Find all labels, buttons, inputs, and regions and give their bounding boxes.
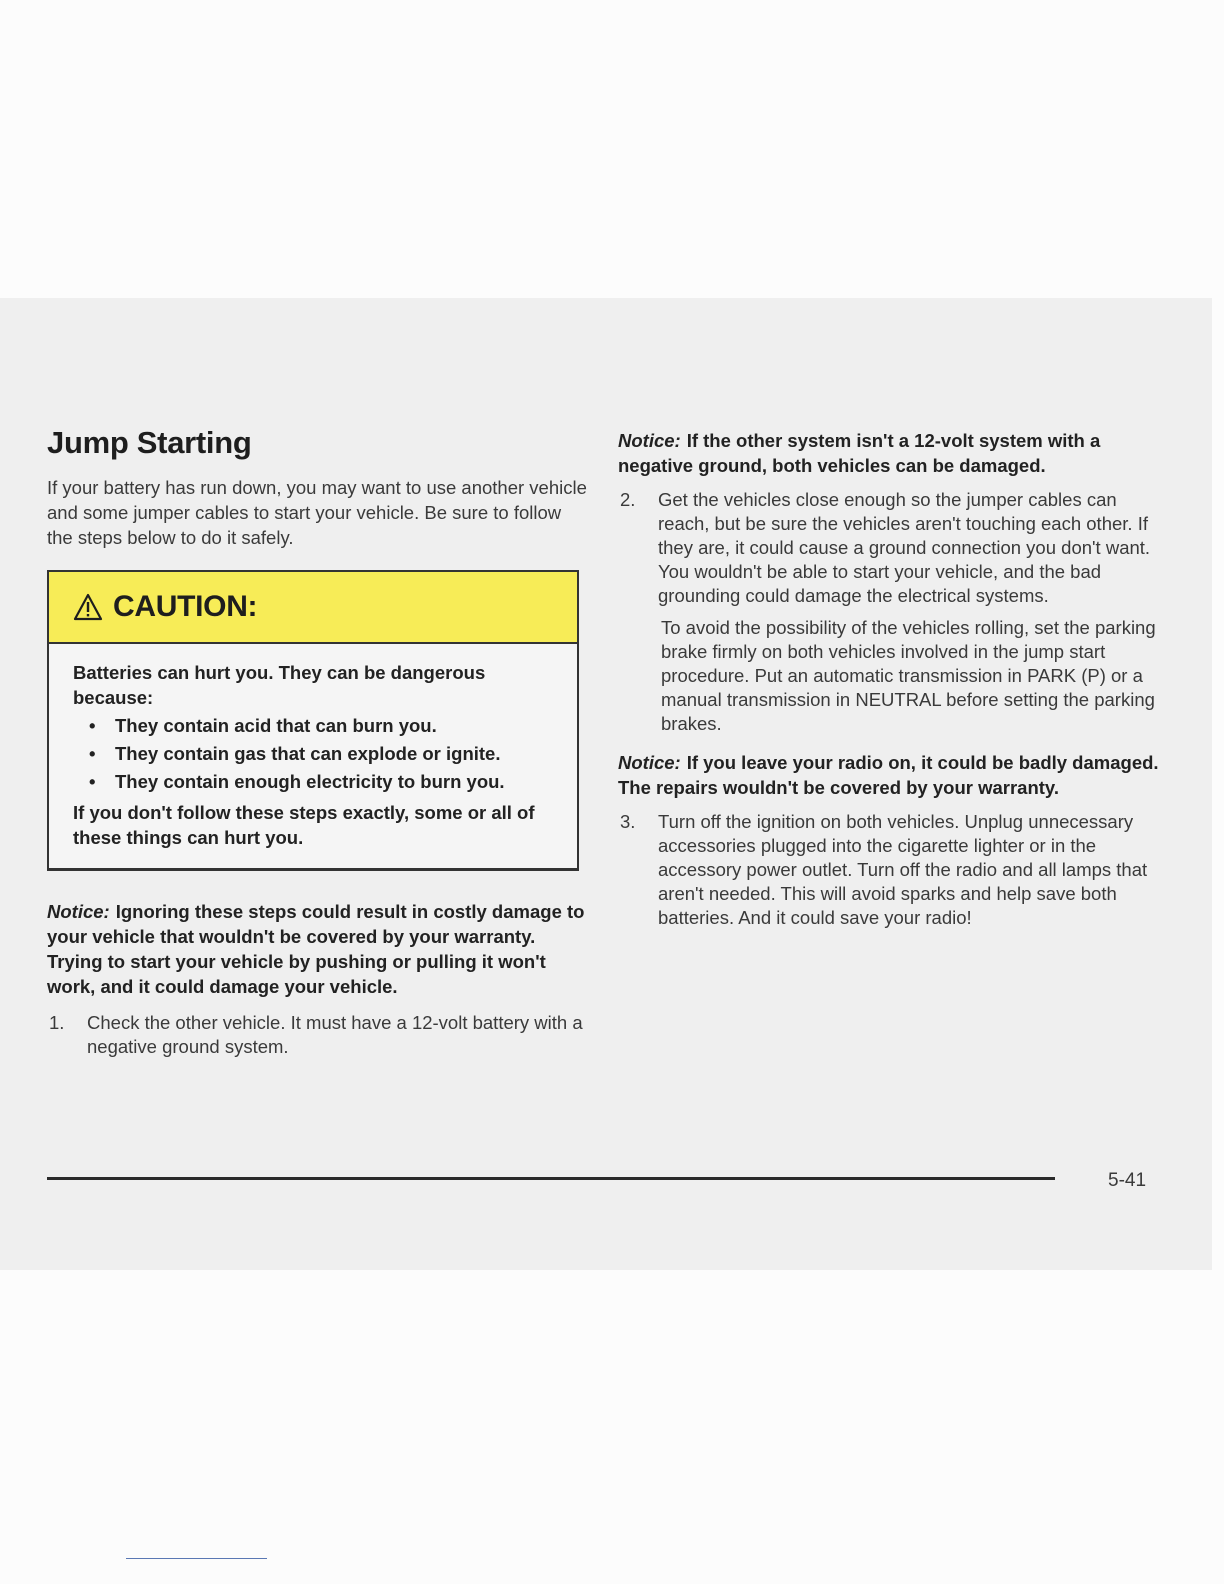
bullet-icon: • [89, 743, 96, 764]
warning-triangle-icon [73, 593, 103, 621]
notice-label: Notice: [618, 430, 681, 451]
step-number: 1. [49, 1012, 65, 1033]
notice-12-volt [618, 428, 1163, 478]
step-number: 2. [620, 489, 636, 510]
intro-paragraph: If your battery has run down, you may want to use another vehicle and some jumper cables to start your vehicle. Be sure to follow the steps below to do it safely. [47, 477, 587, 548]
bottom-divider [126, 1558, 267, 1559]
step-text: Check the other vehicle. It must have a 12-volt battery with a negative ground system. [87, 1012, 583, 1057]
step-text: Get the vehicles close enough so the jumper cables can reach, but be sure the vehicles aren't touching each other. If they are, it could cause a ground connection you don't want. You wouldn't be able to start your vehicle, and the bad grounding could damage the electrical systems. [658, 489, 1151, 606]
page-title: Jump Starting [47, 425, 252, 460]
caution-header [49, 572, 577, 644]
bullet-icon: • [89, 771, 96, 792]
notice-costly-damage [47, 899, 587, 999]
caution-lead: Batteries can hurt you. They can be dangerous because: [73, 662, 486, 708]
notice-text: Ignoring these steps could result in costly damage to your vehicle that wouldn't be covered by your warranty. Trying to start your vehicle by pushing or pulling it won't work, and it could damage your vehicle. [47, 901, 585, 997]
caution-closing: If you don't follow these steps exactly, some or all of these things can hurt you. [73, 802, 535, 848]
notice-radio [618, 750, 1163, 800]
caution-bullet: • They contain acid that can burn you. [89, 715, 437, 736]
step-text: Turn off the ignition on both vehicles. Unplug unnecessary accessories plugged into the cigarette lighter or in the accessory power outlet. Turn off the radio and all lamps that aren't needed. This will avoid sparks and help save both batteries. And it could save your radio! [658, 811, 1148, 928]
caution-bullet: • They contain enough electricity to burn you. [89, 771, 505, 792]
page-number: 5-41 [1108, 1170, 1147, 1191]
right-column [618, 428, 1163, 930]
caution-bullet: • They contain gas that can explode or ignite. [89, 743, 501, 764]
caution-box [47, 570, 579, 871]
footer-rule [47, 1177, 1055, 1180]
caution-body [49, 644, 577, 868]
step-3 [618, 810, 1163, 930]
step-2 [618, 488, 1163, 608]
notice-text: If you leave your radio on, it could be badly damaged. The repairs wouldn't be covered by your warranty. [618, 752, 1159, 798]
caution-title: CAUTION: [113, 590, 258, 623]
left-column [47, 425, 587, 1059]
bullet-icon: • [89, 715, 96, 736]
notice-label: Notice: [47, 901, 110, 922]
step-1 [47, 1011, 587, 1059]
notice-label: Notice: [618, 752, 681, 773]
notice-text: If the other system isn't a 12-volt system with a negative ground, both vehicles can be damaged. [618, 430, 1101, 476]
step-number: 3. [620, 811, 636, 832]
caution-bullet-list [73, 713, 555, 794]
step-2-extra: To avoid the possibility of the vehicles rolling, set the parking brake firmly on both vehicles involved in the jump start procedure. Put an automatic transmission in PARK (P) or a manual transmission in NEUTRAL before setting the parking brakes. [661, 617, 1156, 734]
